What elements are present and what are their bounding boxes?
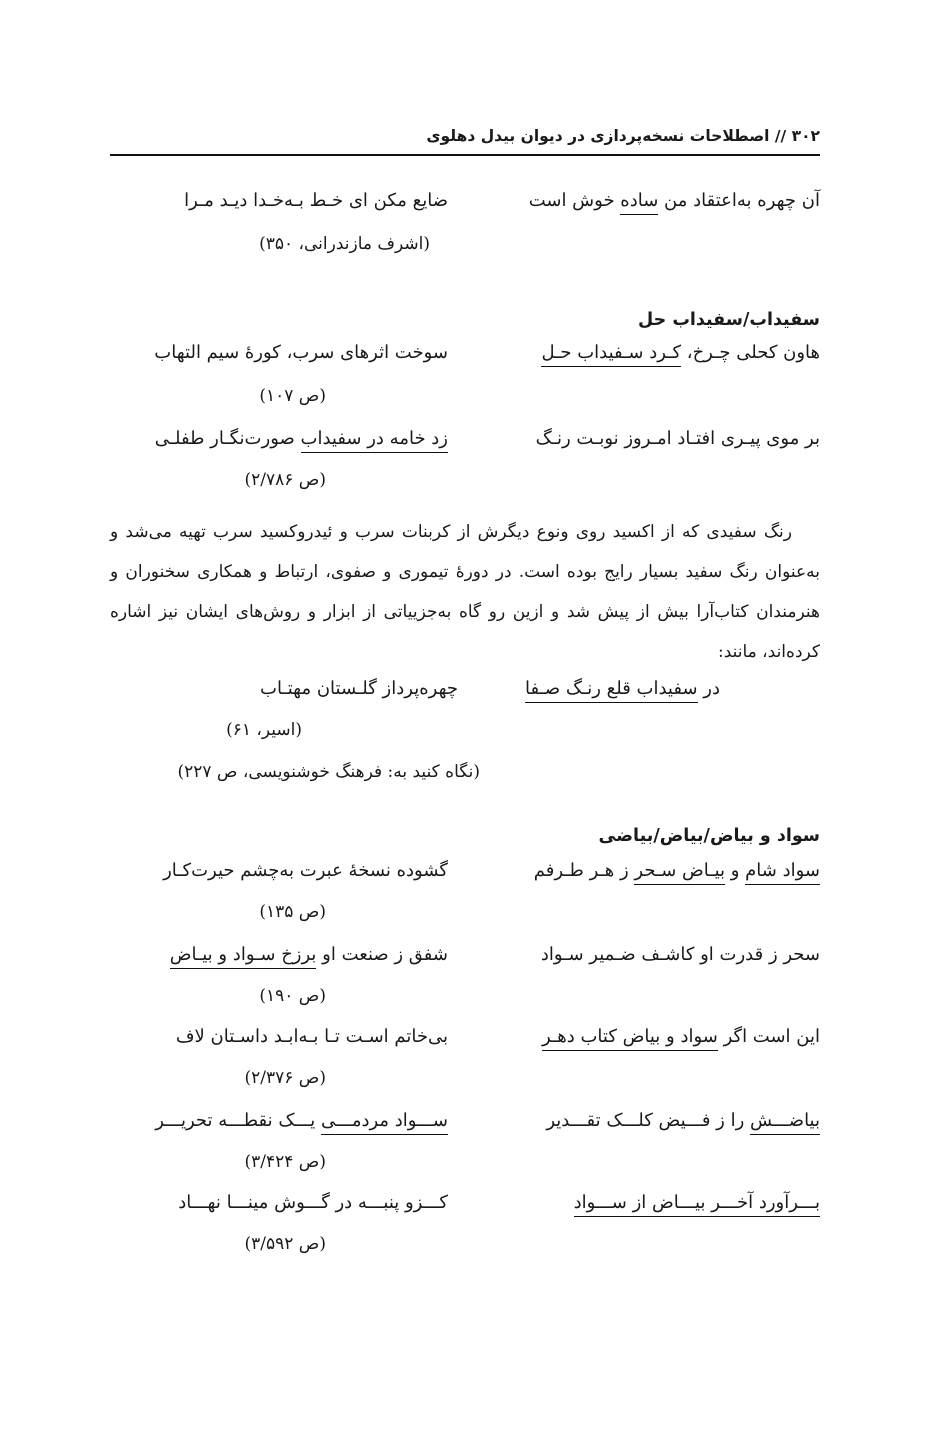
verse-savad-4 <box>110 1110 820 1150</box>
page-header <box>110 118 820 156</box>
verse-safidab-2 <box>110 428 820 468</box>
verse-reference: (ص ۱۳۵) <box>259 902 326 922</box>
underlined-term: بیـاض سـحر <box>634 860 725 885</box>
verse-text: در <box>697 678 720 699</box>
verse-text: صورت‌نگـار طفلـی <box>154 428 301 449</box>
verse-reference: (ص ۱۰۷) <box>259 386 326 406</box>
verse-hemistich-first <box>480 944 820 965</box>
verse-hemistich-second <box>110 342 448 363</box>
verse-hemistich-first <box>480 678 720 699</box>
verse-hemistich-second <box>110 1192 448 1213</box>
underlined-term: ســـواد مردمـــی <box>321 1110 448 1135</box>
verse-savad-3 <box>110 1026 820 1066</box>
verse-hemistich-second <box>110 944 448 965</box>
verse-reference: (اشرف مازندرانی، ۳۵۰) <box>259 234 430 254</box>
verse-reference: (ص ۳/۴۲۴) <box>244 1152 326 1172</box>
verse-hemistich-first <box>480 860 820 881</box>
verse-text: چهره‌پرداز گلـستان مهتـاب <box>260 678 458 699</box>
underlined-term: کـرد سـفیداب حـل <box>541 342 681 367</box>
body-paragraph <box>110 512 820 672</box>
verse-text: خوش است <box>528 190 621 211</box>
verse-text: بر موی پیـری افتـاد امـروز نوبـت رنـگ <box>535 428 820 449</box>
verse-hemistich-first <box>480 190 820 211</box>
verse-savad-5 <box>110 1192 820 1232</box>
verse-reference: (ص ۳/۵۹۲) <box>244 1234 326 1254</box>
verse-hemistich-second <box>110 428 448 449</box>
verse-text: آن چهره به‌اعتقاد من <box>658 190 820 211</box>
verse-text: سوخت اثرهای سرب، کورهٔ سیم التهاب <box>154 342 448 363</box>
verse-safidab-1 <box>110 342 820 382</box>
see-also-note: (نگاه کنید به: فرهنگ خوشنویسی، ص ۲۲۷) <box>177 762 480 782</box>
verse-hemistich-first <box>480 428 820 449</box>
verse-text: هاون کحلی چـرخ، <box>681 342 820 363</box>
verse-hemistich-second <box>110 190 448 211</box>
verse-example <box>200 678 720 718</box>
verse-hemistich-first <box>480 342 820 363</box>
verse-top <box>110 190 820 230</box>
verse-reference: (ص ۲/۳۷۶) <box>244 1068 326 1088</box>
section-heading-safidab: سفیداب/سفیداب حل <box>638 310 820 330</box>
verse-hemistich-second <box>200 678 458 699</box>
verse-reference: (ص ۱۹۰) <box>259 986 326 1006</box>
verse-text: کـــزو پنبـــه در گـــوش مینـــا نهـــاد <box>178 1192 448 1213</box>
verse-hemistich-second <box>110 1110 448 1131</box>
underlined-term: سواد شام <box>745 860 820 885</box>
verse-hemistich-first <box>480 1026 820 1047</box>
verse-reference: (ص ۲/۷۸۶) <box>244 470 326 490</box>
page-header-title: ۳۰۲ // اصطلاحات نسخه‌پردازی در دیوان بیدل دهلوی <box>426 127 820 145</box>
verse-text: ز هـر طـرفم <box>533 860 635 881</box>
verse-hemistich-second <box>110 860 448 881</box>
paragraph-text: رنگ سفیدی که از اکسید روی ونوع دیگرش از کربنات سرب و ئیدروکسید سرب تهیه می‌شد و به‌عنوان رنگ سفید بسیار رایج بوده است. در دورهٔ تیموری و صفوی، ارتباط و همکاری سخنوران و هنرمندان کتاب‌آرا بیش از پیش شد و ازین رو گاه به‌جزییاتی از ابزار و روش‌های ایشان نیز اشاره کرده‌اند، مانند: <box>110 522 820 662</box>
verse-hemistich-first <box>480 1110 820 1131</box>
verse-text: یـــک نقطـــه تحریـــر <box>155 1110 321 1131</box>
verse-text: سحر ز قدرت او کاشـف ضـمیر سـواد <box>540 944 820 965</box>
verse-hemistich-second <box>110 1026 448 1047</box>
underlined-term: سواد و بیاض کتاب دهـر <box>542 1026 718 1051</box>
section-heading-savad: سواد و بیاض/بیاض/بیاضی <box>598 826 820 846</box>
underlined-term: ساده <box>620 190 658 215</box>
underlined-term: بـــرآورد آخـــر بیـــاض از ســـواد <box>574 1192 820 1217</box>
underlined-term: برزخ سـواد و بیـاض <box>170 944 317 969</box>
underlined-term: بیاضـــش <box>750 1110 820 1135</box>
underlined-term: زد خامه در سفیداب <box>301 428 449 453</box>
verse-text: گشوده نسخهٔ عبرت به‌چشم حیرت‌کـار <box>163 860 448 881</box>
verse-text: بی‌خاتم اسـت تـا بـه‌ابـد داسـتان لاف <box>175 1026 448 1047</box>
verse-savad-1 <box>110 860 820 900</box>
verse-text: شفق ز صنعت او <box>316 944 448 965</box>
underlined-term: سفیداب قلع رنـگ صـفا <box>525 678 698 703</box>
verse-text: را ز فـــیض کلـــک تقـــدیر <box>546 1110 751 1131</box>
verse-text: ضایع مکن ای خـط بـه‌خـدا دیـد مـرا <box>184 190 448 211</box>
verse-savad-2 <box>110 944 820 984</box>
verse-text: این است اگر <box>717 1026 820 1047</box>
verse-reference: (اسیر، ۶۱) <box>226 720 302 740</box>
verse-text: و <box>725 860 746 881</box>
verse-hemistich-first <box>480 1192 820 1213</box>
